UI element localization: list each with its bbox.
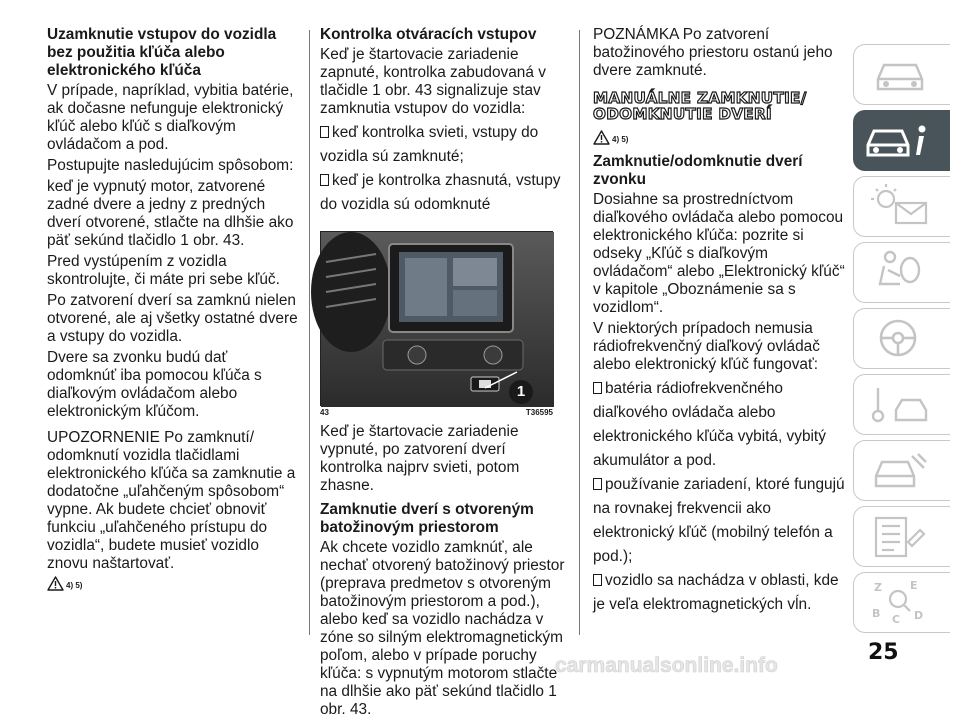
svg-text:B: B bbox=[872, 607, 881, 620]
checkbox-bullet-icon bbox=[593, 574, 602, 586]
car-info-icon bbox=[862, 119, 938, 163]
chapter-tab-car-front[interactable] bbox=[853, 44, 950, 105]
checkbox-bullet-icon bbox=[593, 478, 602, 490]
figure-number: 43 bbox=[320, 408, 329, 417]
watermark bbox=[555, 654, 955, 676]
checkbox-bullet-icon bbox=[320, 174, 329, 186]
checkbox-bullet-icon bbox=[593, 382, 602, 394]
column-3 bbox=[593, 26, 851, 617]
chapter-title: MANUÁLNE ZAMKNUTIE/ ODOMKNUTIE DVERÍ bbox=[593, 89, 807, 123]
bullet-item: používanie zariadení, ktoré fungujú na rovnakej frekvencii ako elektronický kľúč (mobilný telefón a pod.); bbox=[593, 476, 845, 565]
section-heading: Uzamknutie vstupov do vozidla bez použitia kľúča alebo elektronického kľúča bbox=[47, 26, 277, 79]
bullet-item: keď je kontrolka zhasnutá, vstupy do vozidla sú odomknuté bbox=[320, 172, 561, 213]
data-list-icon bbox=[868, 512, 932, 562]
column-divider bbox=[309, 30, 310, 635]
airbag-seat-icon bbox=[870, 248, 930, 298]
bullet-item: vozidlo sa nachádza v oblasti, kde je veľa elektromagnetických vĺn. bbox=[593, 572, 839, 613]
paragraph: V niektorých prípadoch nemusia rádiofrekvenčný diaľkový ovládač alebo elektronický kľúč fungovať: bbox=[593, 320, 820, 373]
svg-text:C: C bbox=[892, 613, 901, 626]
paragraph: Po zatvorení dverí sa zamknú nielen otvorené, ale aj všetky ostatné dvere a vstupy do vozidla. bbox=[47, 292, 298, 345]
svg-text:D: D bbox=[914, 609, 924, 622]
warning-ref-text: 4) 5) bbox=[66, 581, 83, 590]
figure-caption bbox=[320, 408, 553, 417]
section-heading: Kontrolka otváracích vstupov bbox=[320, 26, 537, 43]
chapter-tab-steering[interactable] bbox=[853, 308, 950, 369]
note-paragraph: UPOZORNENIE Po zamknutí/ odomknutí vozidla tlačidlami elektronického kľúča sa zamknutie a dodatočne „uľahčeným spôsobom“ vypne. Ak budete chcieť obnoviť funkciu „uľahčeného prístupu do vozidla“, budete musieť vozidlo znovu naštartovať. bbox=[47, 429, 296, 572]
warning-triangle-icon bbox=[47, 576, 64, 591]
column-2 bbox=[320, 26, 568, 722]
svg-text:E: E bbox=[910, 579, 918, 592]
warning-reference bbox=[47, 576, 299, 591]
column-1 bbox=[47, 26, 299, 599]
service-car-icon bbox=[868, 446, 932, 496]
chapter-tab-index[interactable] bbox=[853, 572, 950, 633]
svg-text:Z: Z bbox=[874, 581, 882, 594]
warning-ref-text: 4) 5) bbox=[612, 135, 629, 144]
chapter-tab-tools[interactable] bbox=[853, 374, 950, 435]
paragraph: V prípade, napríklad, vybitia batérie, ak dočasne nefunguje elektronický kľúč alebo kľúč s diaľkovým ovládačom a pod. bbox=[47, 82, 294, 153]
section-heading: Zamknutie dverí s otvoreným batožinovým priestorom bbox=[320, 501, 534, 536]
note-paragraph: POZNÁMKA Po zatvorení batožinového priestoru ostanú jeho dvere zamknuté. bbox=[593, 26, 833, 79]
bullet-item: keď kontrolka svieti, vstupy do vozidla sú zamknuté; bbox=[320, 124, 539, 165]
warning-triangle-icon bbox=[593, 130, 610, 145]
figure-photo bbox=[320, 231, 553, 406]
chapter-tab-airbag[interactable] bbox=[853, 242, 950, 303]
paragraph: Keď je štartovacie zariadenie zapnuté, kontrolka zabudovaná v tlačidle 1 obr. 43 signalizuje stav zamknutia vstupov do vozidla: bbox=[320, 46, 546, 117]
warning-reference bbox=[593, 130, 851, 145]
page-number: 25 bbox=[868, 640, 899, 665]
dashboard-illustration bbox=[321, 232, 554, 407]
paragraph: Postupujte nasledujúcim spôsobom: bbox=[47, 157, 294, 174]
paragraph: Dosiahne sa prostredníctvom diaľkového ovládača alebo pomocou elektronického kľúča: pozrite si odseky „Kľúč s diaľkovým ovládačom“ alebo „Elektronický kľúč“ v kapitole „Oboznámenie sa s vozidlom“. bbox=[593, 191, 845, 316]
checkbox-bullet-icon bbox=[320, 126, 329, 138]
steering-wheel-icon bbox=[870, 314, 930, 364]
chapter-tab-warning-lights[interactable] bbox=[853, 176, 950, 237]
figure-callout-label: 1 bbox=[516, 383, 526, 400]
paragraph: Pred vystúpením z vozidla skontrolujte, či máte pri sebe kľúč. bbox=[47, 253, 280, 288]
chapter-tab-service[interactable] bbox=[853, 440, 950, 501]
chapter-tab-data[interactable] bbox=[853, 506, 950, 567]
column-divider bbox=[579, 30, 580, 635]
bullet-item: batéria rádiofrekvenčného diaľkového ovládača alebo elektronického kľúča vybitá, vybitý akumulátor a pod. bbox=[593, 380, 826, 469]
figure-code: T36595 bbox=[525, 408, 553, 417]
warning-lights-icon bbox=[868, 181, 938, 231]
paragraph: Ak chcete vozidlo zamknúť, ale nechať otvorený batožinový priestor (preprava predmetov s otvoreným batožinovým priestorom a pod.), alebo keď sa vozidlo nachádza v zóne so silným elektromagnetickým poľom, alebo v prípade poruchy kľúča: s vypnutým motorom stlačte na dlhšie ako päť sekúnd tlačidlo 1 obr. 43. bbox=[320, 539, 565, 718]
svg-text:carmanualsonline.info: carmanualsonline.info bbox=[555, 654, 778, 677]
index-letters-icon bbox=[868, 577, 932, 627]
section-heading: Zamknutie/odomknutie dverí zvonku bbox=[593, 153, 803, 188]
car-front-icon bbox=[870, 53, 930, 97]
chapter-tab-car-info[interactable] bbox=[853, 110, 950, 171]
paragraph: keď je vypnutý motor, zatvorené zadné dvere a jedny z predných dverí otvorené, stlačte na dlhšie ako päť sekúnd tlačidlo 1 obr. 43. bbox=[47, 178, 294, 249]
car-tools-icon bbox=[868, 380, 932, 430]
paragraph: Dvere sa zvonku budú dať odomknúť iba pomocou kľúča s diaľkovým ovládačom alebo elektronickým kľúčom. bbox=[47, 349, 262, 420]
paragraph: Keď je štartovacie zariadenie vypnuté, po zatvorení dverí kontrolka najprv svieti, potom zhasne. bbox=[320, 423, 520, 494]
